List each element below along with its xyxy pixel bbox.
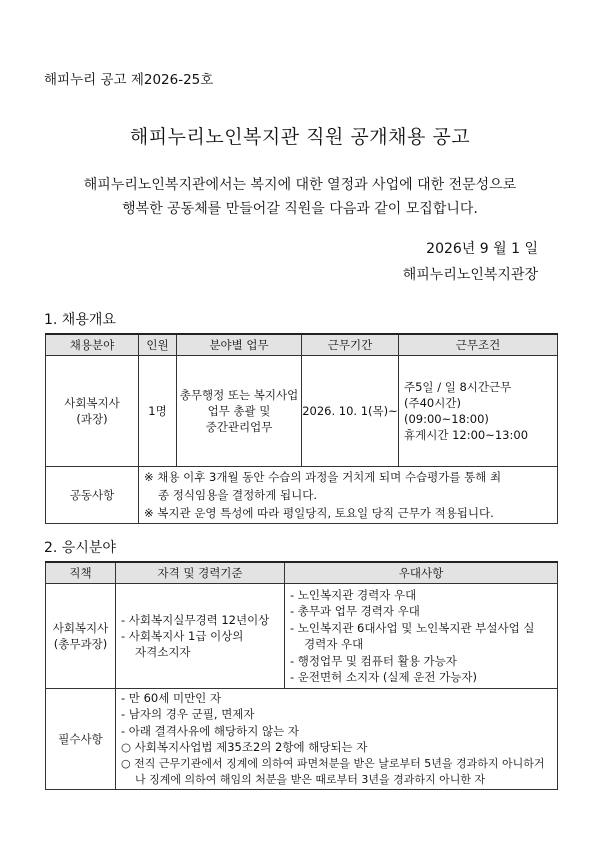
period-cell: 2026. 10. 1(목)~ — [302, 356, 399, 467]
section-heading-overview: 1. 채용개요 — [44, 312, 116, 328]
header-conditions: 근무조건 — [399, 334, 558, 356]
intro-line: 행복한 공동체를 만들어갈 직원을 다음과 같이 모집합니다. — [122, 201, 478, 217]
common-label: 공동사항 — [46, 467, 139, 524]
intro-line: 해피누리노인복지관에서는 복지에 대한 열정과 사업에 대한 전문성으로 — [83, 177, 517, 193]
preference-line: - 행정업무 및 컴퓨터 활용 가능자 — [290, 653, 457, 668]
required-line: - 남자의 경우 군필, 면제자 — [121, 707, 255, 721]
notice-number: 해피누리 공고 제2026-25호 — [44, 72, 214, 88]
field-cell — [46, 356, 139, 467]
required-line: ○ 전직 근무기관에서 징계에 의하여 파면처분을 받은 날로부터 5년을 경과하지 아니하거 — [121, 756, 545, 770]
required-line: - 만 60세 미만인 자 — [121, 690, 222, 705]
qualification-line: 자격소지자 — [135, 645, 191, 659]
conditions-cell — [399, 356, 558, 467]
position-line: (총무과장) — [53, 637, 108, 651]
note-line: ※ 복지관 운영 특성에 따라 평일당직, 토요일 당직 근무가 적용됩니다. — [144, 506, 494, 520]
duties-cell — [177, 356, 302, 467]
header-qualifications: 자격 및 경력기준 — [116, 562, 285, 584]
header-count: 인원 — [139, 334, 177, 356]
header-preferences: 우대사항 — [285, 562, 558, 584]
section-heading-application: 2. 응시분야 — [44, 540, 116, 556]
header-field: 채용분야 — [46, 334, 139, 356]
preference-line: 경력자 우대 — [304, 637, 364, 651]
required-line: ○ 사회복지사업법 제35조2의 2항에 해당되는 자 — [121, 740, 368, 754]
common-notes — [139, 467, 558, 524]
field-line: 사회복지사 — [64, 396, 120, 410]
header-period: 근무기간 — [302, 334, 399, 356]
note-line: 종 정식임용을 결정하게 됩니다. — [158, 488, 318, 502]
application-field-table — [45, 561, 558, 790]
conditions-line: (주40시간) — [404, 396, 461, 410]
required-cell — [116, 689, 558, 790]
position-cell — [46, 584, 116, 689]
conditions-line: (09:00~18:00) — [404, 412, 489, 426]
header-position: 직책 — [46, 562, 116, 584]
document-title: 해피누리노인복지관 직원 공개채용 공고 — [129, 126, 471, 148]
required-line: - 아래 결격사유에 해당하지 않는 자 — [121, 723, 299, 738]
note-line: ※ 채용 이후 3개월 동안 수습의 과정을 거치게 되며 수습평가를 통해 최 — [144, 470, 502, 484]
intro-paragraph — [0, 173, 600, 221]
required-label: 필수사항 — [46, 689, 116, 790]
preference-line: - 노인복지관 경력자 우대 — [290, 587, 417, 602]
duties-line: 업무 총괄 및 — [207, 404, 271, 418]
qualification-line: - 사회복지사 1급 이상의 — [121, 629, 244, 643]
qualification-line: - 사회복지실무경력 12년이상 — [121, 613, 270, 627]
preferences-cell — [285, 584, 558, 689]
position-line: 사회복지사 — [52, 621, 109, 635]
field-line: (과장) — [76, 412, 108, 426]
issuer-name: 해피누리노인복지관장 — [402, 267, 538, 283]
duties-line: 중간관리업무 — [205, 420, 273, 434]
preference-line: - 노인복지관 6대사업 및 노인복지관 부설사업 실 — [290, 620, 535, 635]
recruitment-overview-table — [45, 333, 558, 524]
required-line: 나 징계에 의하여 해임의 처분을 받은 때로부터 3년을 경과하지 아니한 자 — [135, 773, 486, 786]
notice-date: 2026년 9 월 1 일 — [426, 241, 538, 257]
duties-line: 총무행정 또는 복지사업 — [179, 388, 299, 402]
header-duties: 분야별 업무 — [177, 334, 302, 356]
preference-line: - 총무과 업무 경력자 우대 — [290, 604, 420, 618]
conditions-line: 주5일 / 일 8시간근무 — [404, 380, 512, 394]
count-cell: 1명 — [139, 356, 177, 467]
preference-line: - 운전면허 소지자 (실제 운전 가능자) — [290, 670, 477, 684]
qualifications-cell — [116, 584, 285, 689]
conditions-line: 휴게시간 12:00~13:00 — [404, 428, 529, 442]
